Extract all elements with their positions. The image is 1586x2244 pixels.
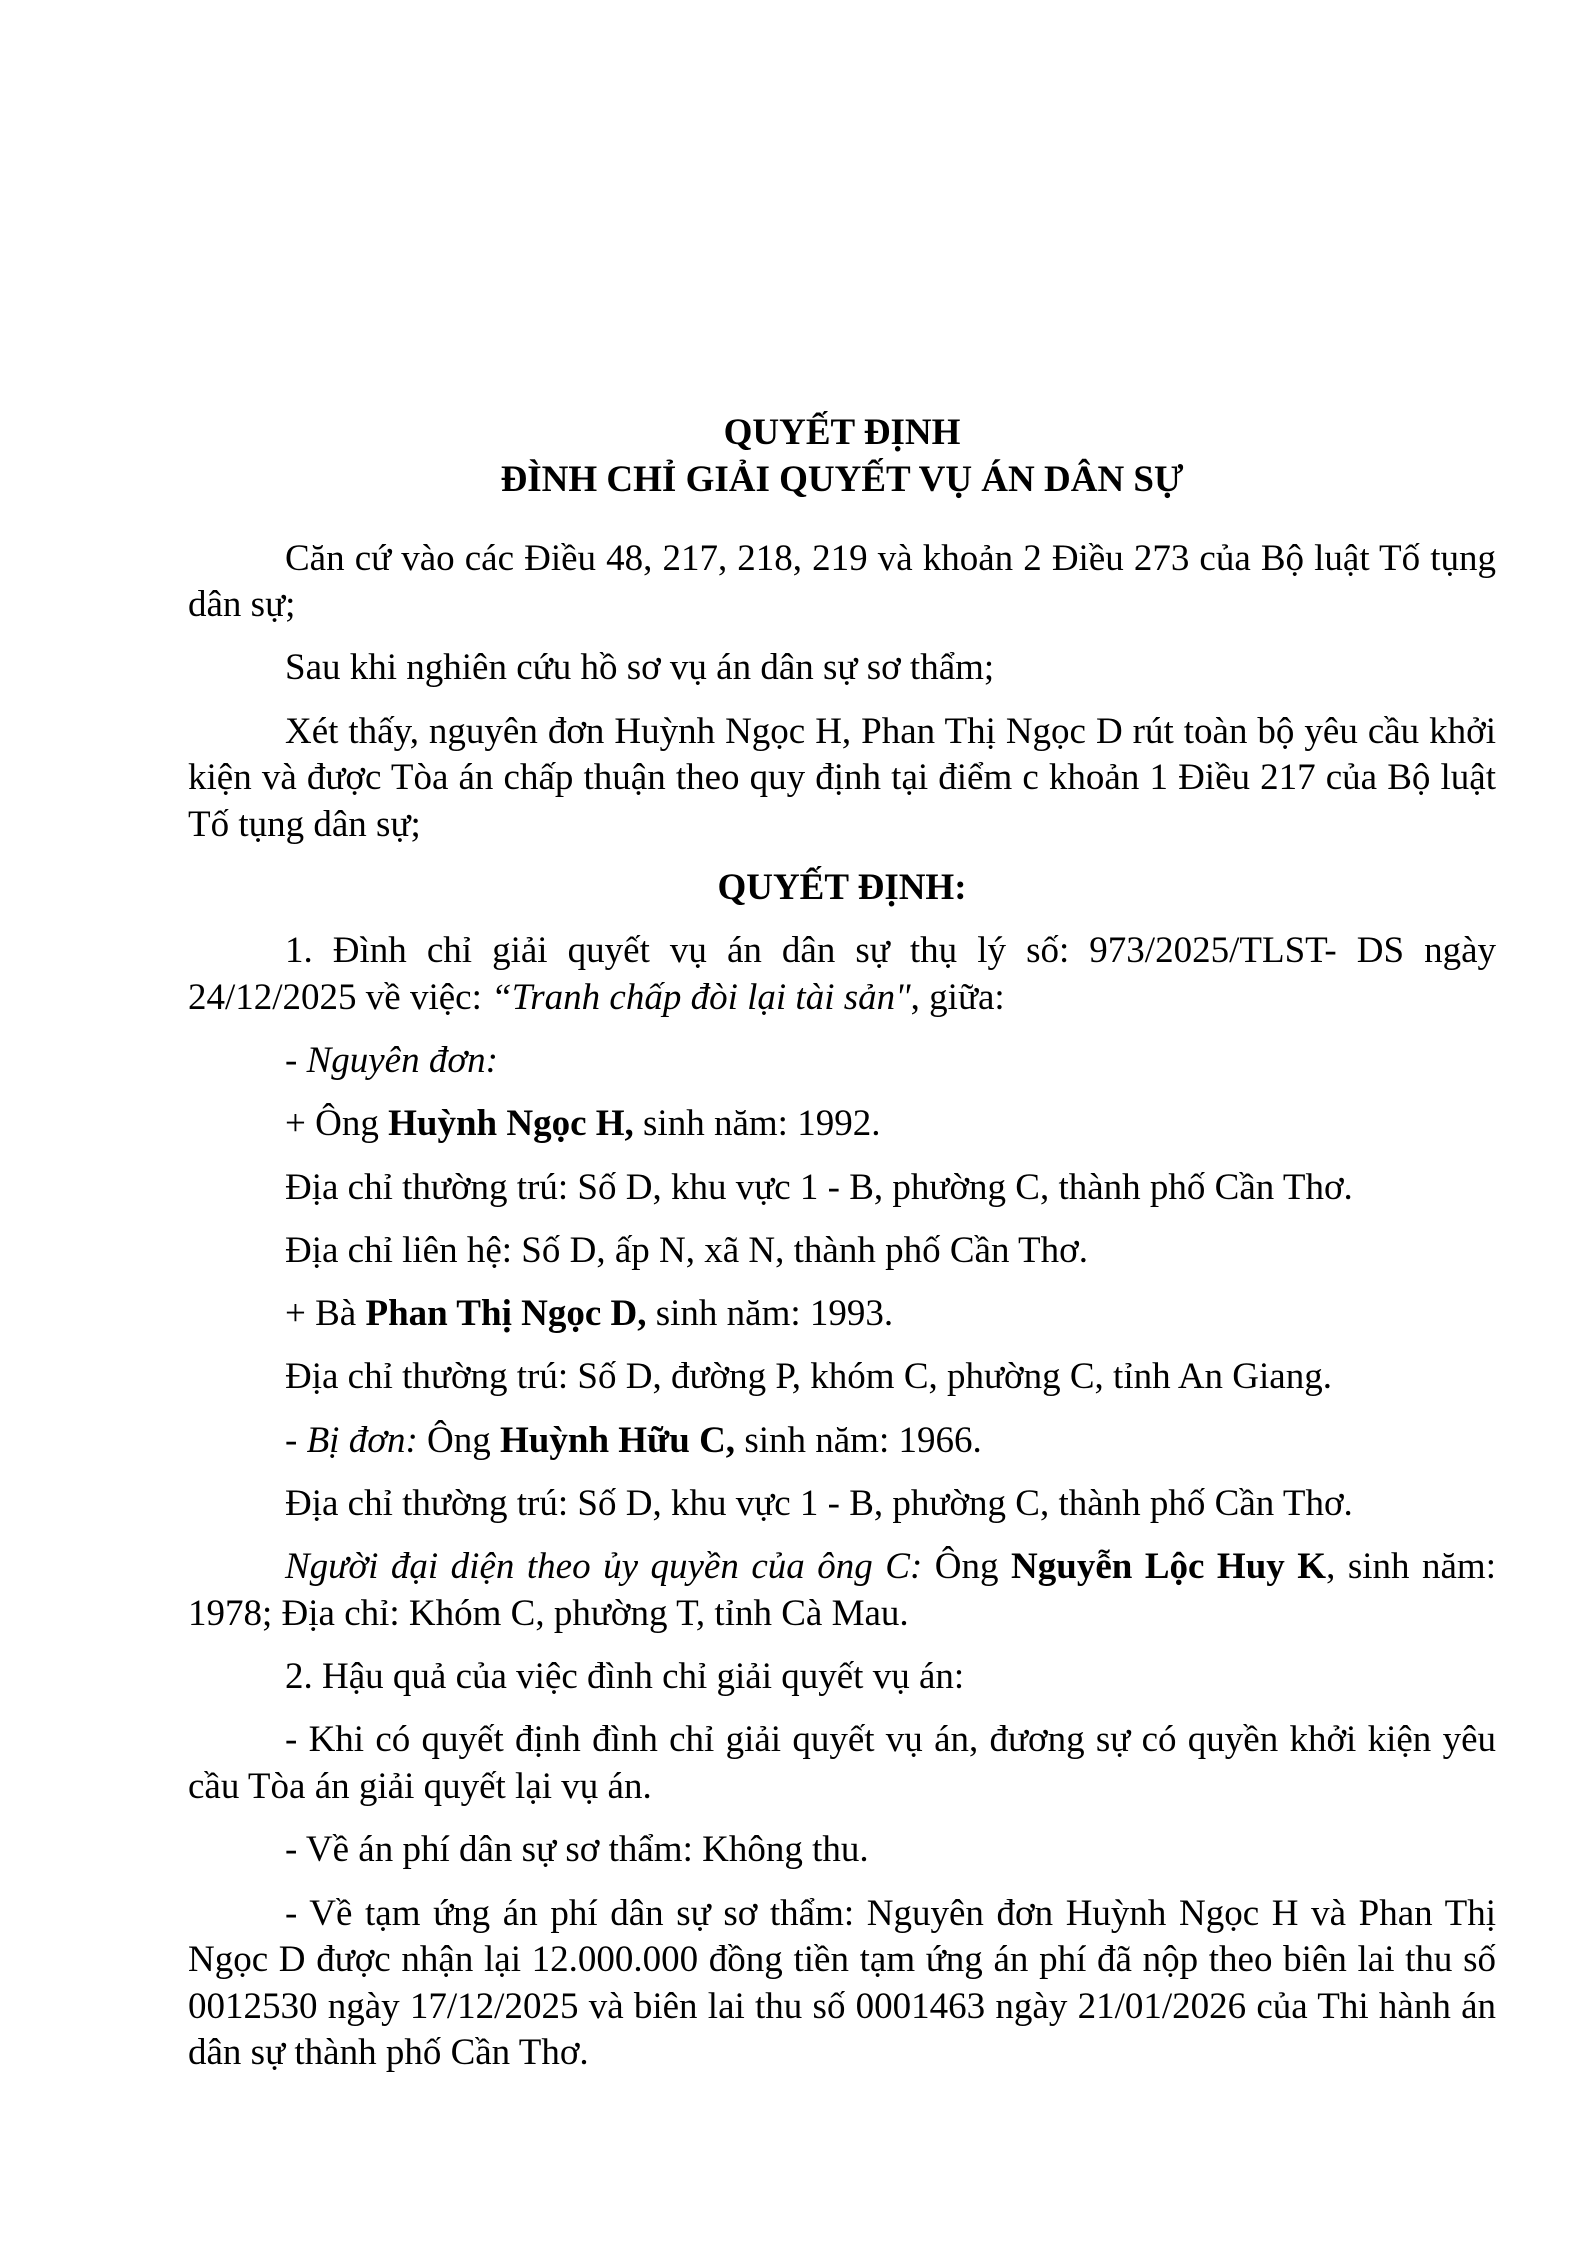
text-run: sinh năm: 1993. [646,1293,894,1335]
text-run: Huỳnh Ngọc H, [388,1103,634,1145]
text-run: Địa chỉ thường trú: Số D, khu vực 1 - B, phường C, thành phố Cần Thơ. [285,1166,1353,1208]
text-run: , sinh năm: 1978; Địa chỉ: Khóm C, phường T, tỉnh Cà Mau. [188,1546,1496,1634]
paragraph-sau-khi [188,645,1496,692]
text-run: Phan Thị Ngọc D, [365,1293,647,1335]
paragraph-dia-chi-thuong-tru-2 [188,1354,1496,1401]
text-run: Ông [427,1419,501,1461]
paragraph-khi-co [188,1717,1496,1810]
text-run: “Tranh chấp đòi lại tài sản" [491,976,911,1018]
paragraph-hau-qua [188,1654,1496,1701]
text-run: Xét thấy, nguyên đơn Huỳnh Ngọc H, Phan Thị Ngọc D rút toàn bộ yêu cầu khởi kiện và được Tòa án chấp thuận theo quy định tại điểm c khoản 1 Điều 217 của Bộ luật Tố tụng dân sự; [188,710,1496,845]
text-run: Địa chỉ liên hệ: Số D, ấp N, xã N, thành phố Cần Thơ. [285,1229,1088,1271]
text-run: Huỳnh Hữu C, [500,1419,736,1461]
section-heading [188,865,1496,912]
text-run: Căn cứ vào các Điều 48, 217, 218, 219 và khoản 2 Điều 273 của Bộ luật Tố tụng dân sự; [188,537,1496,625]
paragraph-nguyen-don-1 [188,1101,1496,1148]
text-run: - Bị đơn: [285,1419,428,1461]
text-run: sinh năm: 1992. [633,1103,881,1145]
paragraph-an-phi [188,1827,1496,1874]
text-run: - Khi có quyết định đình chỉ giải quyết vụ án, đương sự có quyền khởi kiện yêu cầu Tòa án giải quyết lại vụ án. [188,1719,1496,1807]
paragraph-can-cu [188,536,1496,629]
text-run: 2. Hậu quả của việc đình chỉ giải quyết vụ án: [285,1656,965,1698]
text-run: Sau khi nghiên cứu hồ sơ vụ án dân sự sơ thẩm; [285,647,995,689]
paragraph-nguyen-don-2 [188,1291,1496,1338]
paragraph-bi-don [188,1418,1496,1465]
text-run: Người đại diện theo ủy quyền của ông C: [285,1546,935,1588]
paragraph-dia-chi-thuong-tru-1 [188,1165,1496,1212]
text-run: Địa chỉ thường trú: Số D, khu vực 1 - B, phường C, thành phố Cần Thơ. [285,1483,1353,1525]
text-run: - Về án phí dân sự sơ thẩm: Không thu. [285,1829,869,1871]
text-run: - Về tạm ứng án phí dân sự sơ thẩm: Nguyên đơn Huỳnh Ngọc H và Phan Thị Ngọc D được nhận lại 12.000.000 đồng tiền tạm ứng án phí đã nộp theo biên lai thu số 0012530 ngày 17/12/2025 và biên lai thu số 0001463 ngày 21/01/2026 của Thi hành án dân sự thành phố Cần Thơ. [188,1892,1496,2074]
text-run: Địa chỉ thường trú: Số D, đường P, khóm C, phường C, tỉnh An Giang. [285,1356,1332,1398]
text-run: 1. Đình chỉ giải quyết vụ án dân sự thụ lý số: 973/2025/TLST- DS ngày 24/12/2025 về việc: [188,930,1496,1018]
text-run: Nguyễn Lộc Huy K [1011,1546,1327,1588]
paragraph-nguyen-don-label [188,1038,1496,1085]
document-title [188,410,1496,503]
document-body [188,536,1496,2077]
text-run: - Nguyên đơn: [285,1039,498,1081]
paragraph-tam-ung-an-phi [188,1891,1496,2077]
text-run: + Bà [285,1293,366,1335]
paragraph-dia-chi-lien-he [188,1228,1496,1275]
text-run: , giữa: [910,976,1005,1018]
text-run: Ông [934,1546,1012,1588]
text-run: QUYẾT ĐỊNH: [717,866,967,908]
paragraph-dia-chi-thuong-tru-3 [188,1481,1496,1528]
paragraph-nguoi-dai-dien [188,1544,1496,1637]
text-run: sinh năm: 1966. [735,1419,982,1461]
paragraph-dinh-chi [188,928,1496,1021]
document-content [188,410,1496,2093]
text-run: + Ông [285,1103,389,1145]
document-title-line1: QUYẾT ĐỊNH [723,412,961,453]
paragraph-xet-thay [188,709,1496,849]
document-title-line2: ĐÌNH CHỈ GIẢI QUYẾT VỤ ÁN DÂN SỰ [500,458,1184,500]
